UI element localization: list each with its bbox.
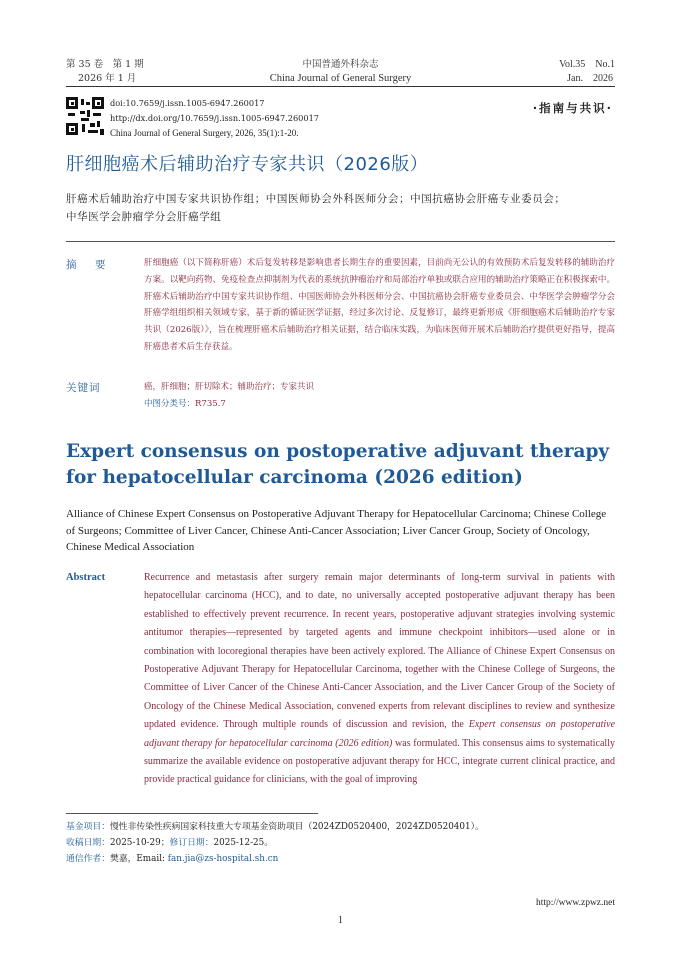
header-volume-en: Vol.35 No.1 <box>559 59 615 70</box>
doi-text: doi:10.7659/j.issn.1005-6947.260017 <box>110 98 265 108</box>
fund-text: 慢性非传染性疾病国家科技重大专项基金资助项目（2024ZD0520400，2024ZD0520401）。 <box>110 822 484 832</box>
clc-line <box>144 396 226 413</box>
keywords-cn: 癌，肝细胞；肝切除术；辅助治疗；专家共识 <box>144 382 315 392</box>
revised-date: 2025-12-25。 <box>213 838 274 848</box>
keywords-cn-label: 关键词 <box>66 382 101 394</box>
header-volume-cn: 第 35 卷 第 1 期 <box>66 59 144 70</box>
authors-cn-line-2: 中华医学会肿瘤学分会肝癌学组 <box>66 211 222 223</box>
footer-url[interactable]: http://www.zpwz.net <box>535 898 615 908</box>
authors-cn-line-1: 肝癌术后辅助治疗中国专家共识协作组；中国医师协会外科医师分会；中国抗癌协会肝癌专业委员会； <box>66 193 566 205</box>
footnote-rule <box>66 813 318 814</box>
title-en: Expert consensus on postoperative adjuvant therapy for hepatocellular carcinoma (2026 edition) <box>66 441 610 488</box>
revised-label: 修订日期： <box>169 838 214 848</box>
header-date-cn: 2026 年 1 月 <box>78 73 137 84</box>
abstract-en-label: Abstract <box>66 572 106 583</box>
corr-email[interactable]: fan.jia@zs-hospital.sh.cn <box>167 854 279 864</box>
header-date-en: Jan. 2026 <box>567 73 613 84</box>
title-cn: 肝细胞癌术后辅助治疗专家共识（2026版） <box>66 154 429 175</box>
page-number: 1 <box>338 915 343 926</box>
clc-value: R735.7 <box>195 399 226 409</box>
abstract-cn-text: 肝细胞癌（以下简称肝癌）术后复发转移是影响患者长期生存的重要因素，目前尚无公认的有效预防术后复发转移的辅助治疗方案。以靶向药物、免疫检查点抑制剂为代表的系统抗肿瘤治疗和局部治疗单独或联合应用的辅助治疗策略正在积极探索中。肝癌术后辅助治疗中国专家共识协作组、中国医师协会外科医师分会、中国抗癌协会肝癌专业委员会、中华医学会肿瘤学分会肝癌学组组织相关领域专家，基于新的循证医学证据，经过多次讨论、反复修订，最终更新形成《肝细胞癌术后辅助治疗专家共识（2026版）》，旨在梳理肝癌术后辅助治疗相关证据，结合临床实践，为临床医师开展术后辅助治疗提供更好指导，提高肝癌患者术后生存获益。 <box>144 258 615 352</box>
abstract-en-part-2: was formulated. This consensus aims to systematically summarize the available evidence on postoperative adjuvant therapy for HCC, integrate current clinical practice, and provide practical guidance for clinicians, with the goal of improving <box>144 737 615 786</box>
received-date: 2025-10-29； <box>110 838 170 848</box>
fund-label: 基金项目： <box>66 822 110 832</box>
citation-text: China Journal of General Surgery, 2026, 35(1):1-20. <box>110 128 299 138</box>
abstract-cn-label: 摘 要 <box>66 259 110 271</box>
received-label: 收稿日期： <box>66 838 110 848</box>
header-journal-cn: 中国普通外科杂志 <box>302 59 379 70</box>
abstract-en-text <box>144 569 615 805</box>
corr-author: 樊嘉，Email: <box>110 854 168 864</box>
fund-line <box>66 820 484 836</box>
dates-line <box>66 836 273 852</box>
header-journal-en: China Journal of General Surgery <box>269 73 412 84</box>
section-rule <box>66 241 615 242</box>
clc-label: 中图分类号： <box>144 399 196 409</box>
header-rule <box>66 86 615 87</box>
column-label: ·指南与共识· <box>532 101 613 115</box>
authors-en: Alliance of Chinese Expert Consensus on Postoperative Adjuvant Therapy for Hepatocellular Carcinoma; Chinese College of Surgeons; Committee of Liver Cancer, Chinese Anti-Cancer Association; Liver Cancer Group, Society of Oncology, Chinese Medical Association <box>66 508 607 553</box>
doi-link[interactable]: http://dx.doi.org/10.7659/j.issn.1005-6947.260017 <box>110 113 320 123</box>
corr-line <box>66 852 278 868</box>
corr-label: 通信作者： <box>66 854 110 864</box>
abstract-en-part-1: Recurrence and metastasis after surgery remain major determinants of long-term survival in patients with hepatocellular carcinoma (HCC), and to date, no universally accepted postoperative adjuvant therapy has been established to effectively prevent recurrence. In recent years, postoperative adjuvant strategies involving systemic antitumor therapies—represented by targeted agents and immune checkpoint inhibitors—used alone or in combination with locoregional therapies have been actively explored. The Alliance of Chinese Expert Consensus on Postoperative Adjuvant Therapy for Hepatocellular Carcinoma, together with the Chinese College of Surgeons, the Committee of Liver Cancer of the Chinese Anti-Cancer Association, and the Liver Cancer Group of the Society of Oncology of the Chinese Medical Association, convened experts from relevant disciplines to review and synthesize updated evidence. Through multiple rounds of discussion and revision, the <box>144 572 615 731</box>
qr-code-icon <box>66 97 104 135</box>
abstract-en-italic: Expert consensus on postoperative adjuvant therapy for hepatocellular carcinoma (2026 edition) <box>144 719 615 749</box>
